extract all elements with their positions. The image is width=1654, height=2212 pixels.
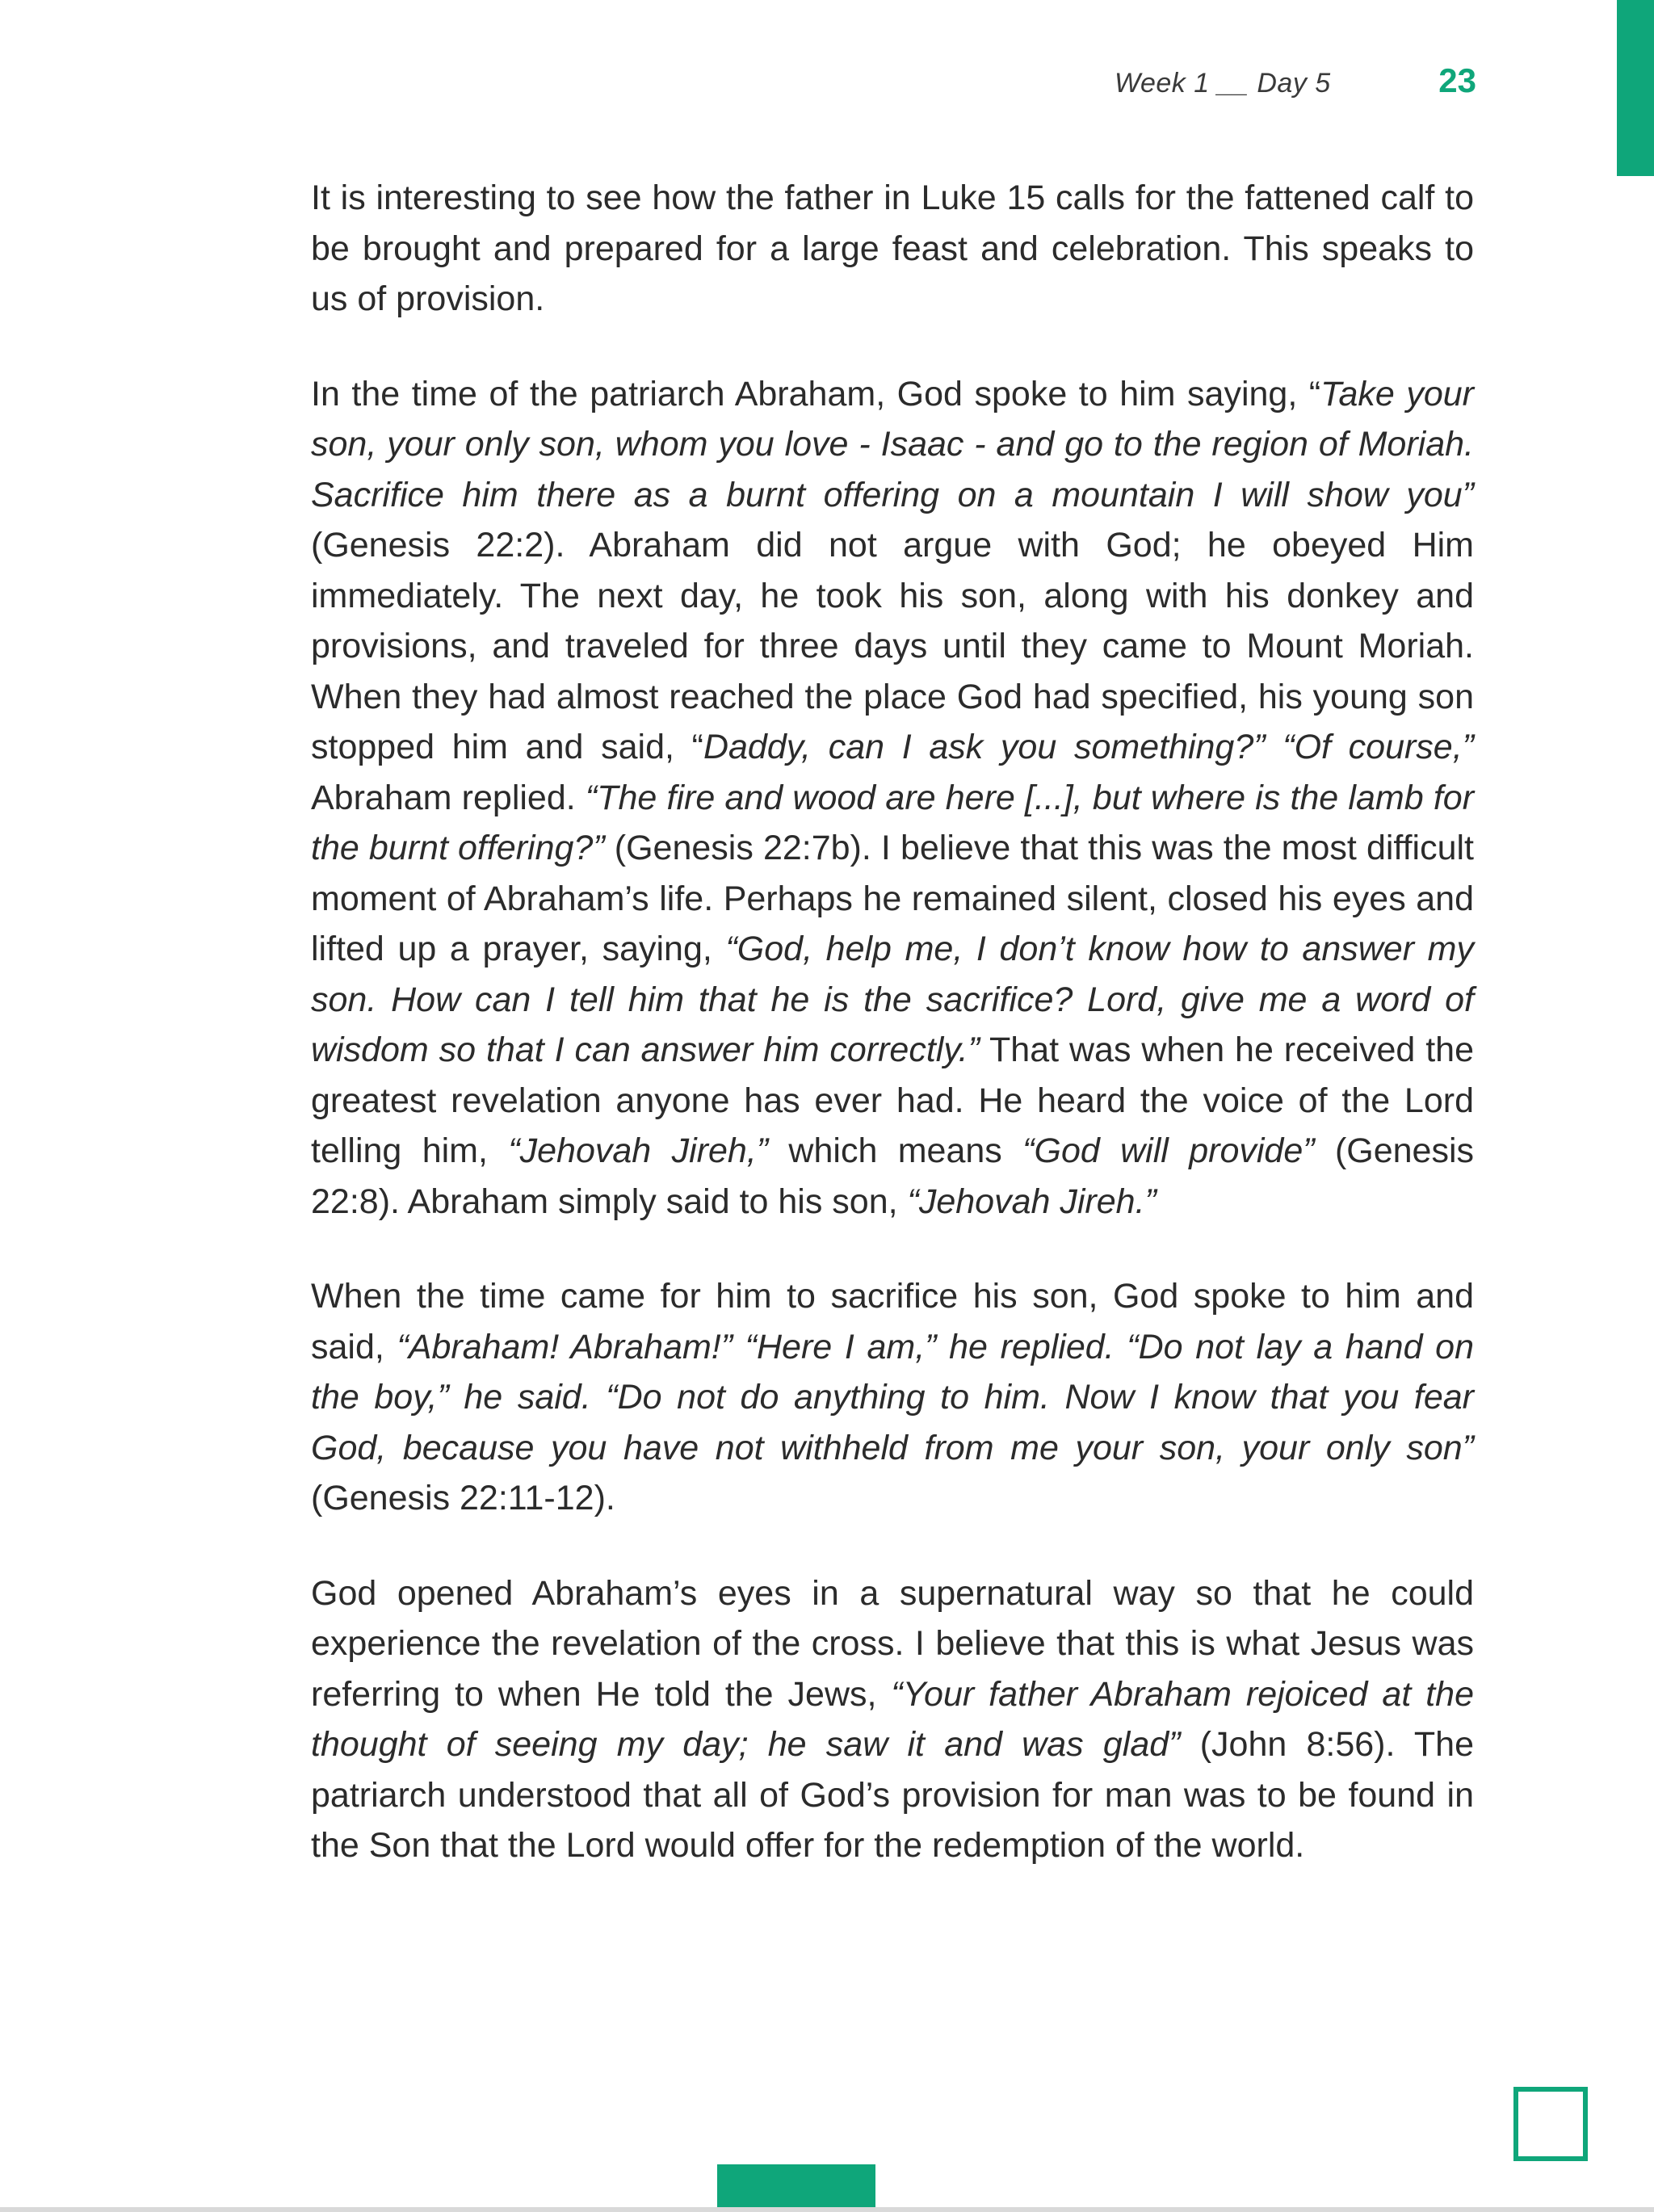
italic-quote-run: Daddy, can I ask you something?” “Of course,” xyxy=(703,728,1474,766)
text-run: It is interesting to see how the father in Luke 15 calls for the fattened calf to be brought and prepared for a large feast and celebration. This speaks to us of provision. xyxy=(311,178,1474,318)
text-run: (Genesis 22:8). Abraham simply said to his son, xyxy=(311,1131,1475,1221)
text-run: (John 8:56). The patriarch understood that all of God’s provision for man was to be found in the Son that the Lord would offer for the redemption of the world. xyxy=(311,1725,1474,1865)
text-run: (Genesis 22:7b). I believe that this was the most difficult moment of Abraham’s life. Perhaps he remained silent, closed his eyes and lifted up a prayer, saying, xyxy=(311,829,1475,968)
text-run: God opened Abraham’s eyes in a supernatural way so that he could experience the revelation of the cross. I believe that this is what Jesus was referring to when He told the Jews, xyxy=(311,1573,1474,1714)
page-number: 23 xyxy=(1438,61,1476,99)
italic-quote-run: Take your son, your only son, whom you love - Isaac - and go to the region of Moriah. Sacrifice him there as a burnt offering on a mountain I will show you” xyxy=(311,374,1474,514)
week-day-label: Week 1 __ Day 5 xyxy=(1115,68,1331,99)
italic-quote-run: “Your father Abraham rejoiced at the thought of seeing my day; he saw it and was glad” xyxy=(311,1674,1475,1764)
text-run: which means xyxy=(768,1131,1023,1170)
italic-quote-run: “Abraham! Abraham!” “Here I am,” he replied. “Do not lay a hand on the boy,” he said. “Do not do anything to him. Now I know that you fear God, because you have not withheld from me your son, your only son” xyxy=(311,1327,1474,1467)
text-run: That was when he received the greatest revelation anyone has ever had. He heard the voice of the Lord telling him, xyxy=(311,1030,1474,1170)
italic-quote-run: “Jehovah Jireh,” xyxy=(508,1131,769,1170)
text-run: In the time of the patriarch Abraham, God spoke to him saying, “ xyxy=(311,374,1321,413)
italic-quote-run: “Jehovah Jireh.” xyxy=(907,1182,1157,1221)
side-tab-marker xyxy=(1617,0,1654,176)
paragraph-3 xyxy=(311,1271,1474,1524)
body-text xyxy=(311,173,1474,1916)
bottom-tab-marker xyxy=(717,2164,875,2212)
page-header xyxy=(1115,60,1486,108)
text-run: Abraham replied. xyxy=(311,778,586,817)
italic-quote-run: “God will provide” xyxy=(1022,1131,1315,1170)
text-run: (Genesis 22:11-12). xyxy=(311,1479,615,1517)
checkbox-square[interactable] xyxy=(1513,2087,1588,2161)
italic-quote-run: “The fire and wood are here [...], but where is the lamb for the burnt offering?” xyxy=(311,778,1475,867)
italic-quote-run: “God, help me, I don’t know how to answer my son. How can I tell him that he is the sacrifice? Lord, give me a word of wisdom so that I can answer him correctly.” xyxy=(311,930,1474,1069)
paragraph-4 xyxy=(311,1568,1474,1871)
paragraph-1 xyxy=(311,173,1474,325)
paragraph-2 xyxy=(311,369,1474,1228)
text-run: (Genesis 22:2). Abraham did not argue with God; he obeyed Him immediately. The next day, he took his son, along with his donkey and provisions, and traveled for three days until they came to Mount Moriah. When they had almost reached the place God had specified, his young son stopped him and said, “ xyxy=(311,526,1474,766)
bottom-divider xyxy=(0,2207,1654,2212)
text-run: When the time came for him to sacrifice his son, God spoke to him and said, xyxy=(311,1277,1474,1366)
